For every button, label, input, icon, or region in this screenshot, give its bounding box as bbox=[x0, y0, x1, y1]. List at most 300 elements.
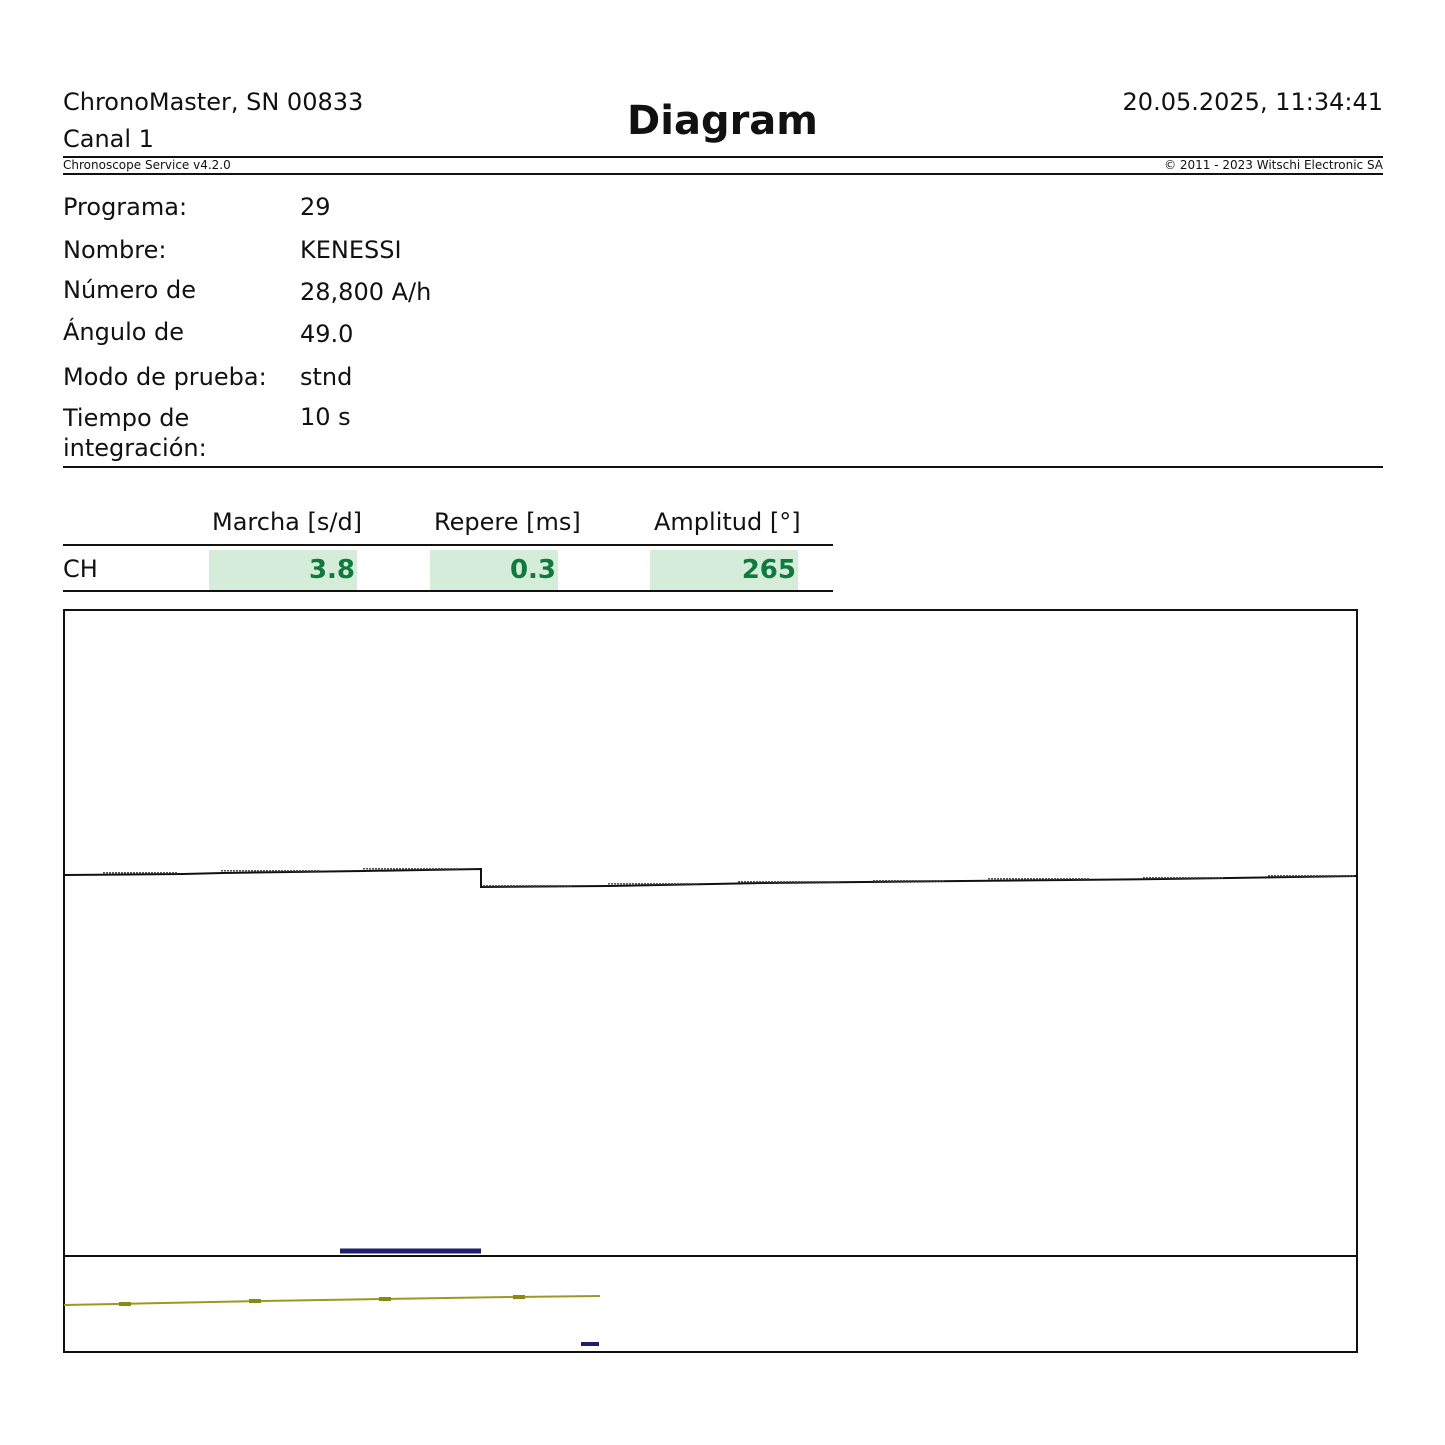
noise-dot bbox=[1039, 878, 1041, 880]
noise-dot bbox=[1015, 878, 1017, 880]
noise-dot bbox=[1030, 878, 1032, 880]
noise-dot bbox=[260, 870, 262, 872]
noise-dot bbox=[558, 885, 560, 887]
noise-dot bbox=[540, 885, 542, 887]
noise-dot bbox=[1069, 878, 1071, 880]
noise-dot bbox=[831, 881, 833, 883]
noise-dot bbox=[626, 883, 628, 885]
noise-dot bbox=[311, 870, 313, 872]
noise-dot bbox=[233, 870, 235, 872]
noise-dot bbox=[915, 880, 917, 882]
noise-dot bbox=[629, 883, 631, 885]
noise-dot bbox=[290, 870, 292, 872]
noise-dot bbox=[408, 868, 410, 870]
channel-label: Canal 1 bbox=[63, 125, 154, 153]
noise-dot bbox=[783, 881, 785, 883]
noise-dot bbox=[1161, 877, 1163, 879]
info-label-lift-angle: Ángulo de bbox=[63, 318, 185, 346]
noise-dot bbox=[662, 883, 664, 885]
noise-dot bbox=[1304, 875, 1306, 877]
noise-dot bbox=[771, 881, 773, 883]
noise-dot bbox=[1188, 877, 1190, 879]
noise-dot bbox=[1164, 877, 1166, 879]
noise-dot bbox=[834, 881, 836, 883]
device-name: ChronoMaster, SN 00833 bbox=[63, 88, 364, 116]
noise-dot bbox=[780, 881, 782, 883]
noise-dot bbox=[1185, 877, 1187, 879]
noise-dot bbox=[504, 885, 506, 887]
noise-dot bbox=[272, 870, 274, 872]
noise-dot bbox=[384, 868, 386, 870]
noise-dot bbox=[795, 881, 797, 883]
noise-dot bbox=[804, 881, 806, 883]
noise-dot bbox=[393, 868, 395, 870]
noise-dot bbox=[317, 870, 319, 872]
noise-dot bbox=[169, 872, 171, 874]
noise-dot bbox=[677, 883, 679, 885]
noise-dot bbox=[543, 885, 545, 887]
noise-dot bbox=[1051, 878, 1053, 880]
noise-dot bbox=[888, 880, 890, 882]
noise-dot bbox=[438, 868, 440, 870]
noise-dot bbox=[894, 880, 896, 882]
noise-dot bbox=[762, 881, 764, 883]
noise-dot bbox=[1310, 875, 1312, 877]
noise-dot bbox=[617, 883, 619, 885]
noise-dot bbox=[257, 870, 259, 872]
noise-dot bbox=[112, 872, 114, 874]
noise-dot bbox=[822, 881, 824, 883]
noise-dot bbox=[405, 868, 407, 870]
noise-dot bbox=[1054, 878, 1056, 880]
noise-dot bbox=[369, 868, 371, 870]
noise-dot bbox=[305, 870, 307, 872]
noise-dot bbox=[163, 872, 165, 874]
noise-dot bbox=[665, 883, 667, 885]
noise-dot bbox=[486, 885, 488, 887]
noise-dot bbox=[1295, 875, 1297, 877]
noise-dot bbox=[381, 868, 383, 870]
noise-dot bbox=[396, 868, 398, 870]
noise-dot bbox=[142, 872, 144, 874]
noise-dot bbox=[1328, 875, 1330, 877]
noise-dot bbox=[1346, 875, 1348, 877]
info-value-program: 29 bbox=[300, 193, 331, 221]
noise-dot bbox=[363, 868, 365, 870]
datetime: 20.05.2025, 11:34:41 bbox=[1122, 88, 1383, 116]
noise-dot bbox=[411, 868, 413, 870]
noise-dot bbox=[903, 880, 905, 882]
noise-dot bbox=[366, 868, 368, 870]
noise-dot bbox=[516, 885, 518, 887]
noise-dot bbox=[537, 885, 539, 887]
noise-dot bbox=[647, 883, 649, 885]
noise-dot bbox=[387, 868, 389, 870]
noise-dot bbox=[924, 880, 926, 882]
noise-dot bbox=[456, 868, 458, 870]
noise-dot bbox=[759, 881, 761, 883]
noise-dot bbox=[997, 878, 999, 880]
noise-dot bbox=[130, 872, 132, 874]
noise-dot bbox=[1221, 877, 1223, 879]
noise-dot bbox=[1078, 878, 1080, 880]
col-header-beat-error: Repere [ms] bbox=[434, 508, 581, 536]
noise-dot bbox=[127, 872, 129, 874]
noise-dot bbox=[810, 881, 812, 883]
noise-dot bbox=[531, 885, 533, 887]
noise-dot bbox=[1271, 875, 1273, 877]
noise-dot bbox=[284, 870, 286, 872]
noise-dot bbox=[1045, 878, 1047, 880]
info-value-lift-angle: 49.0 bbox=[300, 320, 354, 348]
noise-dot bbox=[248, 870, 250, 872]
noise-dot bbox=[525, 885, 527, 887]
noise-dot bbox=[683, 883, 685, 885]
info-value-name: KENESSI bbox=[300, 236, 402, 264]
noise-dot bbox=[1075, 878, 1077, 880]
noise-dot bbox=[650, 883, 652, 885]
noise-dot bbox=[939, 880, 941, 882]
noise-dot bbox=[1087, 878, 1089, 880]
col-header-rate: Marcha [s/d] bbox=[212, 508, 363, 536]
noise-dot bbox=[1322, 875, 1324, 877]
noise-dot bbox=[921, 880, 923, 882]
noise-dot bbox=[1274, 875, 1276, 877]
noise-dot bbox=[656, 883, 658, 885]
noise-dot bbox=[245, 870, 247, 872]
noise-dot bbox=[501, 885, 503, 887]
noise-dot bbox=[1319, 875, 1321, 877]
noise-dot bbox=[390, 868, 392, 870]
info-value-integration-time: 10 s bbox=[300, 403, 351, 431]
header-rule-bottom bbox=[63, 173, 1383, 175]
noise-dot bbox=[653, 883, 655, 885]
noise-dot bbox=[668, 883, 670, 885]
noise-dot bbox=[813, 881, 815, 883]
noise-dot bbox=[1012, 878, 1014, 880]
noise-dot bbox=[302, 870, 304, 872]
info-label-program: Programa: bbox=[63, 193, 188, 221]
noise-dot bbox=[1182, 877, 1184, 879]
noise-dot bbox=[251, 870, 253, 872]
noise-dot bbox=[528, 885, 530, 887]
noise-dot bbox=[988, 878, 990, 880]
noise-dot bbox=[1057, 878, 1059, 880]
noise-dot bbox=[741, 881, 743, 883]
noise-dot bbox=[747, 881, 749, 883]
noise-dot bbox=[942, 880, 944, 882]
noise-dot bbox=[1200, 877, 1202, 879]
noise-dot bbox=[239, 870, 241, 872]
noise-dot bbox=[414, 868, 416, 870]
noise-dot bbox=[447, 868, 449, 870]
noise-dot bbox=[1006, 878, 1008, 880]
noise-dot bbox=[994, 878, 996, 880]
noise-dot bbox=[816, 881, 818, 883]
noise-dot bbox=[641, 883, 643, 885]
noise-dot bbox=[632, 883, 634, 885]
noise-dot bbox=[1149, 877, 1151, 879]
noise-dot bbox=[1003, 878, 1005, 880]
noise-dot bbox=[444, 868, 446, 870]
noise-dot bbox=[154, 872, 156, 874]
noise-dot bbox=[266, 870, 268, 872]
noise-dot bbox=[786, 881, 788, 883]
noise-dot bbox=[873, 880, 875, 882]
noise-dot bbox=[115, 872, 117, 874]
noise-dot bbox=[1215, 877, 1217, 879]
noise-dot bbox=[638, 883, 640, 885]
noise-dot bbox=[828, 881, 830, 883]
noise-dot bbox=[453, 868, 455, 870]
noise-dot bbox=[1313, 875, 1315, 877]
noise-dot bbox=[441, 868, 443, 870]
noise-dot bbox=[918, 880, 920, 882]
noise-dot bbox=[1176, 877, 1178, 879]
noise-dot bbox=[513, 885, 515, 887]
noise-dot bbox=[1277, 875, 1279, 877]
noise-dot bbox=[106, 872, 108, 874]
noise-dot bbox=[498, 885, 500, 887]
noise-dot bbox=[1343, 875, 1345, 877]
noise-dot bbox=[275, 870, 277, 872]
noise-dot bbox=[166, 872, 168, 874]
noise-dot bbox=[221, 870, 223, 872]
noise-dot bbox=[738, 881, 740, 883]
noise-dot bbox=[792, 881, 794, 883]
noise-dot bbox=[567, 885, 569, 887]
noise-dot bbox=[1325, 875, 1327, 877]
noise-dot bbox=[753, 881, 755, 883]
noise-dot bbox=[483, 885, 485, 887]
noise-dot bbox=[534, 885, 536, 887]
noise-dot bbox=[1298, 875, 1300, 877]
noise-dot bbox=[118, 872, 120, 874]
noise-dot bbox=[450, 868, 452, 870]
noise-dot bbox=[936, 880, 938, 882]
noise-dot bbox=[906, 880, 908, 882]
info-value-test-mode: stnd bbox=[300, 363, 353, 391]
noise-dot bbox=[519, 885, 521, 887]
noise-dot bbox=[1340, 875, 1342, 877]
noise-dot bbox=[635, 883, 637, 885]
noise-dot bbox=[659, 883, 661, 885]
noise-dot bbox=[1081, 878, 1083, 880]
noise-dot bbox=[1048, 878, 1050, 880]
noise-dot bbox=[756, 881, 758, 883]
noise-dot bbox=[774, 881, 776, 883]
noise-dot bbox=[1206, 877, 1208, 879]
noise-dot bbox=[1179, 877, 1181, 879]
noise-dot bbox=[224, 870, 226, 872]
noise-dot bbox=[1292, 875, 1294, 877]
noise-dot bbox=[227, 870, 229, 872]
info-label-integration-time: Tiempo de integración: bbox=[63, 404, 207, 462]
noise-dot bbox=[1063, 878, 1065, 880]
noise-dot bbox=[1289, 875, 1291, 877]
noise-dot bbox=[765, 881, 767, 883]
noise-dot bbox=[885, 880, 887, 882]
noise-dot bbox=[1301, 875, 1303, 877]
noise-dot bbox=[172, 872, 174, 874]
noise-dot bbox=[555, 885, 557, 887]
noise-dot bbox=[254, 870, 256, 872]
noise-dot bbox=[1042, 878, 1044, 880]
noise-dot bbox=[314, 870, 316, 872]
noise-dot bbox=[1286, 875, 1288, 877]
noise-dot bbox=[1036, 878, 1038, 880]
noise-dot bbox=[1170, 877, 1172, 879]
noise-dot bbox=[133, 872, 135, 874]
noise-dot bbox=[1280, 875, 1282, 877]
noise-dot bbox=[876, 880, 878, 882]
noise-dot bbox=[644, 883, 646, 885]
results-rule-top bbox=[63, 544, 833, 546]
noise-dot bbox=[552, 885, 554, 887]
noise-dot bbox=[1000, 878, 1002, 880]
noise-dot bbox=[879, 880, 881, 882]
noise-dot bbox=[789, 881, 791, 883]
noise-dot bbox=[570, 885, 572, 887]
noise-dot bbox=[426, 868, 428, 870]
noise-dot bbox=[900, 880, 902, 882]
noise-dot bbox=[750, 881, 752, 883]
noise-dot bbox=[489, 885, 491, 887]
noise-dot bbox=[1307, 875, 1309, 877]
noise-dot bbox=[1316, 875, 1318, 877]
noise-dot bbox=[614, 883, 616, 885]
noise-dot bbox=[897, 880, 899, 882]
noise-dot bbox=[399, 868, 401, 870]
noise-dot bbox=[296, 870, 298, 872]
noise-dot bbox=[891, 880, 893, 882]
info-value-beat-rate: 28,800 A/h bbox=[300, 278, 432, 306]
noise-dot bbox=[375, 868, 377, 870]
noise-dot bbox=[1146, 877, 1148, 879]
noise-dot bbox=[777, 881, 779, 883]
noise-dot bbox=[263, 870, 265, 872]
noise-dot bbox=[287, 870, 289, 872]
noise-dot bbox=[308, 870, 310, 872]
info-label-beat-rate: Número de bbox=[63, 276, 196, 304]
noise-dot bbox=[1197, 877, 1199, 879]
noise-dot bbox=[1155, 877, 1157, 879]
noise-dot bbox=[160, 872, 162, 874]
noise-dot bbox=[837, 881, 839, 883]
noise-dot bbox=[495, 885, 497, 887]
noise-dot bbox=[623, 883, 625, 885]
noise-dot bbox=[686, 883, 688, 885]
noise-dot bbox=[124, 872, 126, 874]
noise-dot bbox=[1218, 877, 1220, 879]
noise-dot bbox=[1060, 878, 1062, 880]
noise-dot bbox=[564, 885, 566, 887]
row-label-ch: CH bbox=[63, 555, 98, 583]
noise-dot bbox=[549, 885, 551, 887]
page-title: Diagram bbox=[627, 98, 818, 144]
noise-dot bbox=[492, 885, 494, 887]
noise-dot bbox=[1194, 877, 1196, 879]
noise-dot bbox=[230, 870, 232, 872]
noise-dot bbox=[1024, 878, 1026, 880]
value-rate: 3.8 bbox=[209, 550, 357, 590]
noise-dot bbox=[1084, 878, 1086, 880]
noise-dot bbox=[692, 883, 694, 885]
noise-dot bbox=[432, 868, 434, 870]
noise-dot bbox=[402, 868, 404, 870]
noise-dot bbox=[912, 880, 914, 882]
noise-dot bbox=[1268, 875, 1270, 877]
noise-dot bbox=[1352, 875, 1354, 877]
noise-dot bbox=[510, 885, 512, 887]
noise-dot bbox=[148, 872, 150, 874]
noise-dot bbox=[1334, 875, 1336, 877]
noise-dot bbox=[930, 880, 932, 882]
noise-dot bbox=[1152, 877, 1154, 879]
noise-dot bbox=[561, 885, 563, 887]
info-label-test-mode: Modo de prueba: bbox=[63, 363, 267, 391]
noise-dot bbox=[807, 881, 809, 883]
noise-dot bbox=[608, 883, 610, 885]
noise-dot bbox=[1191, 877, 1193, 879]
noise-dot bbox=[1021, 878, 1023, 880]
noise-dot bbox=[242, 870, 244, 872]
noise-dot bbox=[522, 885, 524, 887]
trace-diagram bbox=[63, 609, 1358, 1353]
noise-dot bbox=[420, 868, 422, 870]
noise-dot bbox=[1331, 875, 1333, 877]
noise-dot bbox=[1066, 878, 1068, 880]
noise-dot bbox=[1009, 878, 1011, 880]
noise-dot bbox=[674, 883, 676, 885]
noise-dot bbox=[1018, 878, 1020, 880]
noise-dot bbox=[1143, 877, 1145, 879]
noise-dot bbox=[281, 870, 283, 872]
noise-dot bbox=[1212, 877, 1214, 879]
noise-dot bbox=[121, 872, 123, 874]
noise-dot bbox=[798, 881, 800, 883]
value-amplitude: 265 bbox=[650, 550, 798, 590]
noise-dot bbox=[882, 880, 884, 882]
noise-dot bbox=[151, 872, 153, 874]
noise-dot bbox=[933, 880, 935, 882]
noise-dot bbox=[435, 868, 437, 870]
noise-dot bbox=[157, 872, 159, 874]
value-beat-error: 0.3 bbox=[430, 550, 558, 590]
noise-dot bbox=[1349, 875, 1351, 877]
noise-dot bbox=[1173, 877, 1175, 879]
noise-dot bbox=[546, 885, 548, 887]
noise-dot bbox=[417, 868, 419, 870]
noise-dot bbox=[1209, 877, 1211, 879]
noise-dot bbox=[378, 868, 380, 870]
copyright: © 2011 - 2023 Witschi Electronic SA bbox=[1164, 158, 1383, 172]
noise-dot bbox=[991, 878, 993, 880]
noise-dot bbox=[139, 872, 141, 874]
noise-dot bbox=[819, 881, 821, 883]
noise-dot bbox=[429, 868, 431, 870]
noise-dot bbox=[744, 881, 746, 883]
noise-dot bbox=[1283, 875, 1285, 877]
noise-dot bbox=[299, 870, 301, 872]
results-rule-bottom bbox=[63, 590, 833, 592]
noise-dot bbox=[927, 880, 929, 882]
noise-dot bbox=[680, 883, 682, 885]
noise-dot bbox=[1072, 878, 1074, 880]
noise-dot bbox=[768, 881, 770, 883]
noise-dot bbox=[236, 870, 238, 872]
noise-dot bbox=[801, 881, 803, 883]
